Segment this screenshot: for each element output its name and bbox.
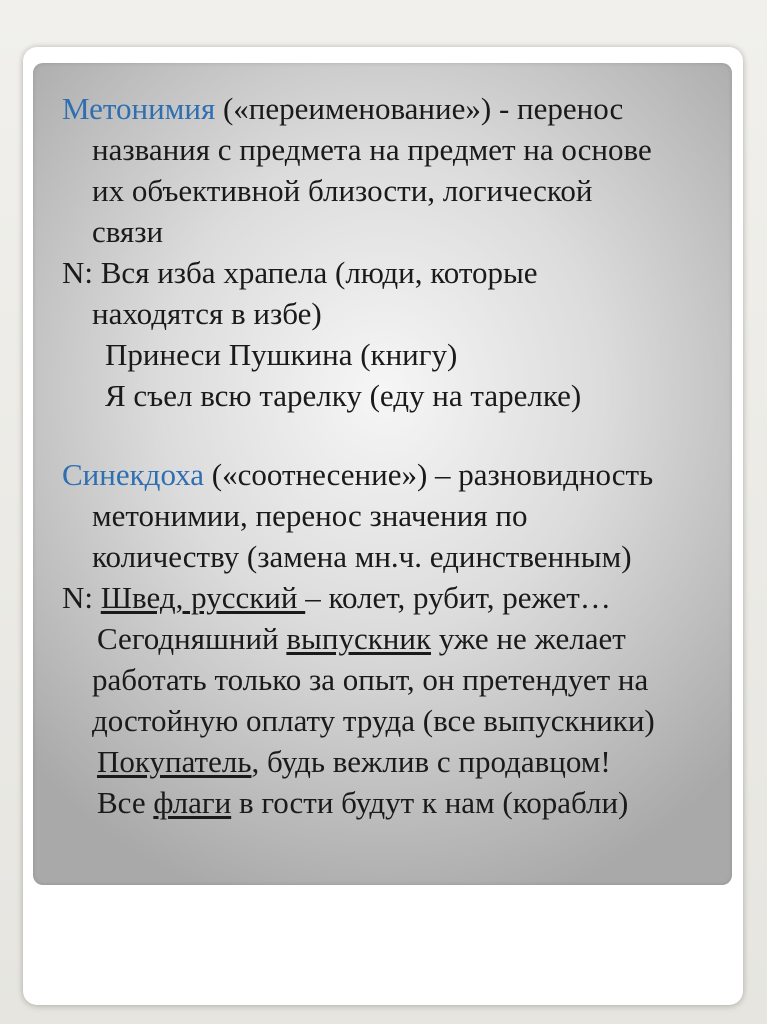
synecdoche-example-4-post: в гости будут к нам (корабли): [231, 785, 629, 820]
section-gap: [62, 416, 732, 454]
metonymy-definition-line-3: их объективной близости, логической: [92, 173, 593, 208]
synecdoche-definition-line-2: метонимии, перенос значения по: [92, 498, 528, 533]
metonymy-example-3: Я съел всю тарелку (еду на тарелке): [105, 378, 582, 413]
synecdoche-example-1-text: – колет, рубит, режет…: [305, 580, 611, 615]
slide-text: [62, 88, 732, 823]
synecdoche-example-4: [62, 782, 732, 823]
synecdoche-example-prefix: N:: [62, 580, 101, 615]
metonymy-example-1-text: : Вся изба храпела (люди, которые: [84, 255, 538, 290]
synecdoche-example-4-pre: Все: [97, 785, 154, 820]
metonymy-example-prefix: N: [62, 255, 85, 290]
metonymy-term: Метонимия: [62, 91, 216, 126]
synecdoche-definition-line-1: [62, 454, 732, 495]
synecdoche-example-3: [62, 741, 732, 782]
synecdoche-example-2-line-3: достойную оплату труда (все выпускники): [92, 703, 655, 738]
synecdoche-definition-text: («соотнесение») – разновидность: [204, 457, 654, 492]
synecdoche-example-2-line-2: работать только за опыт, он претендует на: [92, 662, 649, 697]
synecdoche-definition-line-3: количеству (замена мн.ч. единственным): [92, 539, 632, 574]
synecdoche-example-1: [62, 577, 732, 618]
synecdoche-example-3-post: , будь вежлив с продавцом!: [251, 744, 611, 779]
metonymy-definition-line-2: названия с предмета на предмет на основе: [92, 132, 652, 167]
metonymy-example-1-line-2: находятся в избе): [92, 296, 322, 331]
synecdoche-example-4-underlined: флаги: [153, 785, 232, 820]
metonymy-example-1: [62, 252, 732, 293]
synecdoche-example-2-underlined: выпускник: [286, 621, 432, 656]
metonymy-definition-line-4: связи: [92, 214, 164, 249]
metonymy-definition-text: («переименование») - перенос: [215, 91, 624, 126]
metonymy-definition-line-1: [62, 88, 732, 129]
synecdoche-example-2: [62, 618, 732, 659]
synecdoche-example-1-underlined: Швед, русский: [100, 580, 306, 615]
synecdoche-example-3-underlined: Покупатель: [97, 744, 252, 779]
metonymy-example-2: Принеси Пушкина (книгу): [105, 337, 458, 372]
synecdoche-example-2-post: уже не желает: [431, 621, 626, 656]
synecdoche-example-2-pre: Сегодняшний: [97, 621, 287, 656]
synecdoche-term: Синекдоха: [62, 457, 205, 492]
